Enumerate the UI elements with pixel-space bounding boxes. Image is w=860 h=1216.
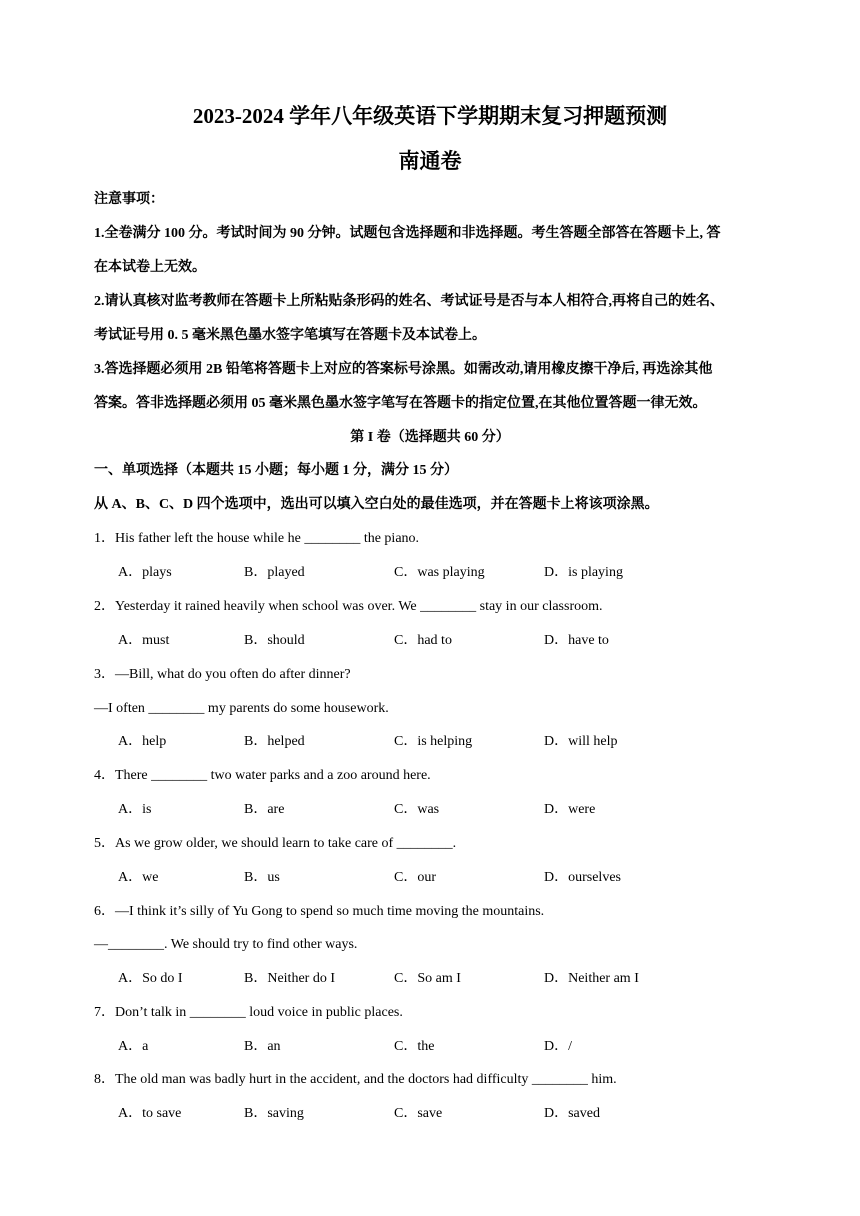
question-stem: 8．The old man was badly hurt in the accident, and the doctors had difficulty ________ him. [94,1072,617,1087]
question-stem: 6．—I think it’s silly of Yu Gong to spend so much time moving the mountains. [94,904,545,919]
option-d: D．ourselves [544,870,621,885]
option-b: B．an [244,1039,281,1054]
option-b: B．saving [244,1106,304,1121]
option-a: A．must [118,633,170,648]
part-instruction: 从 A、B、C、D 四个选项中，选出可以填入空白处的最佳选项，并在答题卡上将该项涂黑。 [94,497,659,512]
question-stem: 1．His father left the house while he ________ the piano. [94,531,420,546]
options-row [118,800,758,820]
question-stem-continued: —I often ________ my parents do some housework. [94,701,389,716]
option-c: C．was [394,802,440,817]
option-d: D．/ [544,1039,572,1054]
option-a: A．help [118,734,167,749]
option-b: B．helped [244,734,305,749]
exam-title: 2023-2024 学年八年级英语下学期期末复习押题预测 [192,104,668,128]
option-d: D．is playing [544,565,623,580]
option-b: B．us [244,870,280,885]
option-c: C．save [394,1106,443,1121]
volume-title: 第 I 卷（选择题共 60 分） [350,430,510,445]
question-stem: 5．As we grow older, we should learn to take care of ________. [94,836,457,851]
option-a: A．is [118,802,152,817]
option-c: C．the [394,1039,435,1054]
notice-line-5: 3.答选择题必须用 2B 铅笔将答题卡上对应的答案标号涂黑。如需改动,请用橡皮擦干净后, 再选涂其他 [94,362,713,377]
options-row [118,563,758,583]
part-title: 一、单项选择（本题共 15 小题；每小题 1 分，满分 15 分） [94,463,458,478]
option-c: C．our [394,870,436,885]
question-stem-continued: —________. We should try to find other ways. [94,937,358,952]
question-stem: 4．There ________ two water parks and a zoo around here. [94,768,431,783]
option-b: B．are [244,802,285,817]
notice-line-6: 答案。答非选择题必须用 05 毫米黑色墨水签字笔写在答题卡的指定位置,在其他位置答题一律无效。 [94,396,707,411]
options-row [118,969,758,989]
options-row [118,1037,758,1057]
question-stem: 2．Yesterday it rained heavily when school was over. We ________ stay in our classroom. [94,599,603,614]
option-a: A．to save [118,1106,182,1121]
option-d: D．saved [544,1106,600,1121]
option-a: A．So do I [118,971,183,986]
options-row [118,631,758,651]
notice-line-1: 1.全卷满分 100 分。考试时间为 90 分钟。试题包含选择题和非选择题。考生答题全部答在答题卡上, 答 [94,226,721,241]
option-b: B．should [244,633,305,648]
exam-subtitle: 南通卷 [398,149,462,173]
question-stem: 3．—Bill, what do you often do after dinner? [94,667,351,682]
options-row [118,1104,758,1124]
option-a: A．plays [118,565,172,580]
options-row [118,868,758,888]
question-stem: 7．Don’t talk in ________ loud voice in public places. [94,1005,403,1020]
option-c: C．So am I [394,971,461,986]
option-c: C．was playing [394,565,485,580]
notice-line-4: 考试证号用 0. 5 毫米黑色墨水签字笔填写在答题卡及本试卷上。 [94,328,486,343]
notice-line-2: 在本试卷上无效。 [94,260,206,275]
option-a: A．a [118,1039,149,1054]
option-d: D．were [544,802,596,817]
option-b: B．Neither do I [244,971,335,986]
option-d: D．have to [544,633,609,648]
option-b: B．played [244,565,305,580]
notice-heading: 注意事项： [94,192,164,207]
notice-line-3: 2.请认真核对监考教师在答题卡上所粘贴条形码的姓名、考试证号是否与本人相符合,再将自己的姓名、 [94,294,724,309]
option-c: C．is helping [394,734,473,749]
option-a: A．we [118,870,159,885]
option-d: D．Neither am I [544,971,639,986]
option-d: D．will help [544,734,618,749]
option-c: C．had to [394,633,452,648]
options-row [118,732,758,752]
